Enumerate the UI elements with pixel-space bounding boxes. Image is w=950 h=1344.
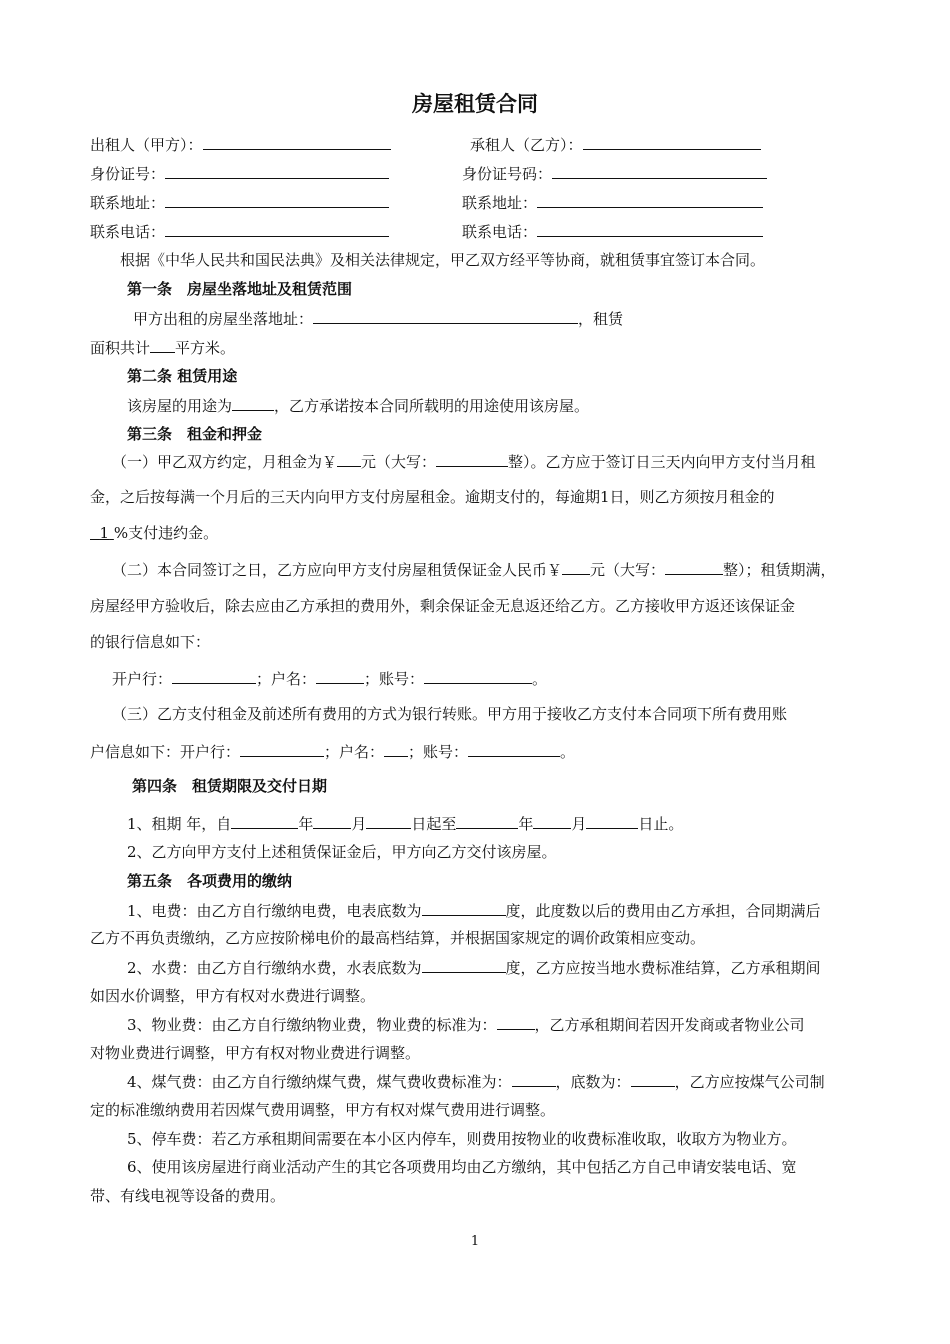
article3-p1-line2: 金，之后按每满一个月后的三天内向甲方支付房屋租金。逾期支付的，每逾期1日，则乙方须按月租金的 bbox=[90, 488, 775, 506]
lessor-phone-line: 联系电话： bbox=[90, 221, 389, 242]
article3-p1-line3: 1 %支付违约金。 bbox=[90, 523, 218, 543]
gas-fee-line1: 4、煤气费：由乙方自行缴纳煤气费，煤气费收费标准为： ，底数为： ，乙方应按煤气公司制 bbox=[127, 1073, 825, 1091]
article3-p3-line1: （三）乙方支付租金及前述所有费用的方式为银行转账。甲方用于接收乙方支付本合同项下所有费用账 bbox=[112, 705, 788, 723]
article4-line2: 2、乙方向甲方支付上述租赁保证金后，甲方向乙方交付该房屋。 bbox=[127, 843, 557, 861]
parking-fee-line: 5、停车费：若乙方承租期间需要在本小区内停车，则费用按物业的收费标准收取，收取方为物业方。 bbox=[127, 1130, 797, 1148]
article3-heading: 第三条 租金和押金 bbox=[127, 425, 263, 443]
article3-p2-line3: 的银行信息如下： bbox=[90, 633, 211, 651]
article4-heading: 第四条 租赁期限及交付日期 bbox=[132, 777, 328, 795]
article2-heading: 第二条 租赁用途 bbox=[127, 367, 238, 385]
lessor-address-line: 联系地址： bbox=[90, 192, 389, 213]
property-fee-line1: 3、物业费：由乙方自行缴纳物业费，物业费的标准为： ，乙方承租期间若因开发商或者物业公司 bbox=[127, 1016, 805, 1034]
lessee-id-line: 身份证号码： bbox=[462, 163, 767, 184]
water-line2: 如因水价调整，甲方有权对水费进行调整。 bbox=[90, 987, 376, 1005]
lessor-line: 出租人（甲方）： bbox=[90, 134, 391, 155]
lessee-address-line: 联系地址： bbox=[462, 192, 763, 213]
intro-paragraph: 根据《中华人民共和国民法典》及相关法律规定，甲乙双方经平等协商，就租赁事宜签订本合同。 bbox=[120, 251, 766, 269]
penalty-rate: 1 bbox=[99, 524, 110, 542]
page-number: 1 bbox=[470, 1234, 480, 1249]
article1-line1: 甲方出租的房屋坐落地址： ，租赁 bbox=[133, 310, 624, 328]
other-fees-line2: 带、有线电视等设备的费用。 bbox=[90, 1187, 286, 1205]
article1-heading: 第一条 房屋坐落地址及租赁范围 bbox=[127, 280, 353, 298]
article3-p2-line2: 房屋经甲方验收后，除去应由乙方承担的费用外，剩余保证金无息返还给乙方。乙方接收甲方返还该保证金 bbox=[90, 597, 796, 615]
article4-line1: 1、租期 年，自 年 月 日起至 年 月 日止。 bbox=[127, 815, 684, 833]
document-title: 房屋租赁合同 bbox=[412, 92, 538, 116]
property-fee-line2: 对物业费进行调整，甲方有权对物业费进行调整。 bbox=[90, 1044, 421, 1062]
article3-p3-line2: 户信息如下：开户行： ；户名： ；账号： 。 bbox=[90, 743, 576, 761]
lessor-id-line: 身份证号： bbox=[90, 163, 389, 184]
electricity-line1: 1、电费：由乙方自行缴纳电费，电表底数为 度，此度数以后的费用由乙方承担，合同期满后 bbox=[127, 902, 821, 920]
gas-fee-line2: 定的标准缴纳费用若因煤气费用调整，甲方有权对煤气费用进行调整。 bbox=[90, 1101, 556, 1119]
article3-bank-line: 开户行： ；户名： ；账号： 。 bbox=[112, 670, 548, 688]
electricity-line2: 乙方不再负责缴纳，乙方应按阶梯电价的最高档结算，并根据国家规定的调价政策相应变动。 bbox=[90, 929, 706, 947]
water-line1: 2、水费：由乙方自行缴纳水费，水表底数为 度，乙方应按当地水费标准结算，乙方承租期间 bbox=[127, 959, 821, 977]
other-fees-line1: 6、使用该房屋进行商业活动产生的其它各项费用均由乙方缴纳，其中包括乙方自己申请安装电话、宽 bbox=[127, 1158, 797, 1176]
article5-heading: 第五条 各项费用的缴纳 bbox=[127, 872, 293, 890]
article3-p1-line1: （一）甲乙双方约定，月租金为￥ 元（大写： 整）。乙方应于签订日三天内向甲方支付当月租 bbox=[112, 453, 816, 471]
article3-p2-line1: （二）本合同签订之日，乙方应向甲方支付房屋租赁保证金人民币￥ 元（大写： 整）；租赁期满， bbox=[112, 561, 836, 579]
lessee-phone-line: 联系电话： bbox=[462, 221, 763, 242]
lessee-line: 承租人（乙方）： bbox=[470, 134, 761, 155]
article2-line1: 该房屋的用途为 ，乙方承诺按本合同所载明的用途使用该房屋。 bbox=[127, 397, 590, 415]
article1-line2: 面积共计 平方米。 bbox=[90, 339, 236, 357]
